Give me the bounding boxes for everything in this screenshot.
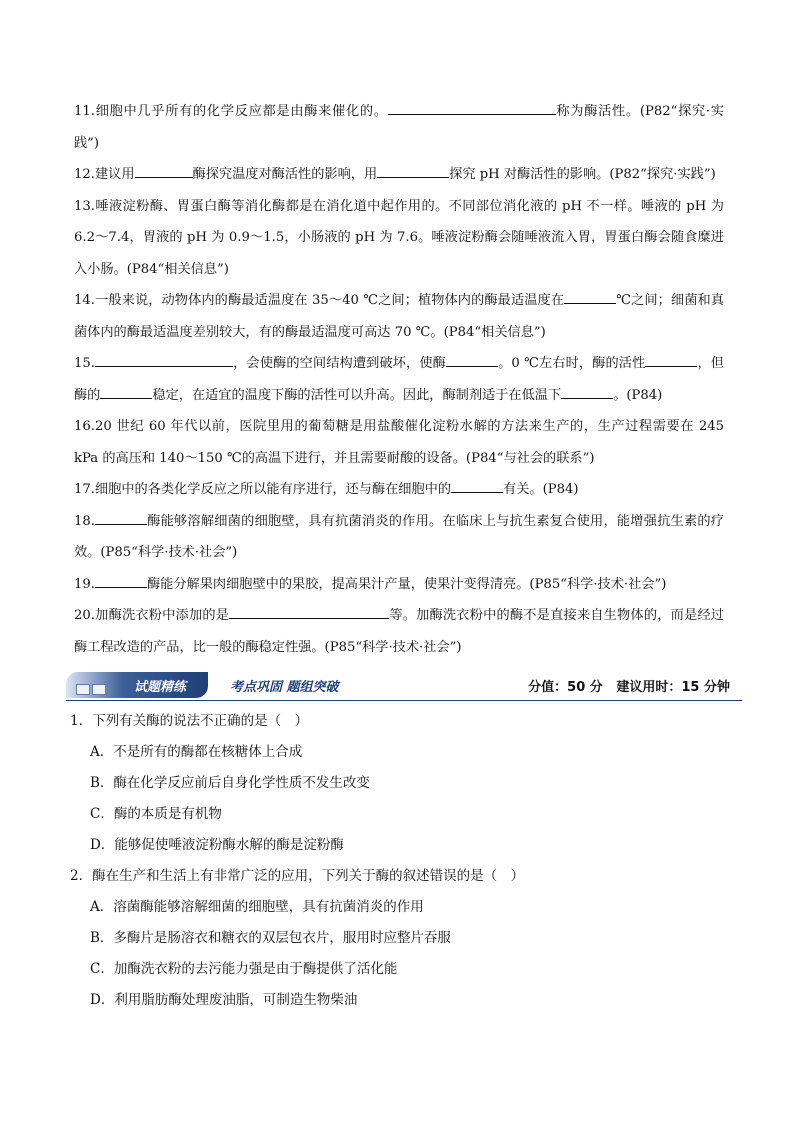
section-subtitle: 考点巩固 题组突破 xyxy=(230,680,339,695)
fill-item-text: 称为酶活性。(P82“探究·实践”) xyxy=(74,104,724,151)
answer-blank[interactable] xyxy=(564,290,616,304)
fill-item-text: ，会使酶的空间结构遭到破坏，使酶 xyxy=(232,356,446,371)
fill-item-text: 16.20 世纪 60 年代以前，医院里用的葡萄糖是用盐酸催化淀粉水解的方法来生产的，生产过程需要在 245 kPa 的高压和 140～150 ℃的高温下进行，并且需要耐酸的设备。(P84“与社会的联系”) xyxy=(74,419,724,466)
fill-item-text: 19. xyxy=(74,576,95,592)
answer-blank[interactable] xyxy=(645,353,697,367)
fill-item-text: ，但酶的 xyxy=(74,356,724,403)
fill-item-20 xyxy=(74,600,724,663)
fill-item-text: 。(P84) xyxy=(613,387,663,403)
answer-blank[interactable] xyxy=(451,479,503,493)
book-icon xyxy=(76,680,108,699)
fill-item-16 xyxy=(74,411,724,474)
fill-item-text: ℃之间；细菌和真菌体内的酶最适温度差别较大，有的酶最适温度可高达 70 ℃。(P84“相关信息”) xyxy=(74,293,724,340)
fill-item-text: 17.细胞中的各类化学反应之所以能有序进行，还与酶在细胞中的 xyxy=(74,482,452,497)
question-option: A．溶菌酶能够溶解细菌的细胞壁，具有抗菌消炎的作用 xyxy=(90,899,424,915)
question-option: C．酶的本质是有机物 xyxy=(90,806,222,822)
answer-blank[interactable] xyxy=(95,574,147,588)
answer-blank[interactable] xyxy=(135,164,193,178)
answer-blank[interactable] xyxy=(95,511,147,525)
fill-item-12 xyxy=(74,159,724,191)
question-option: B．酶在化学反应前后自身化学性质不发生改变 xyxy=(90,775,370,791)
fill-item-text: 酶探究温度对酶活性的影响，用 xyxy=(192,167,378,182)
answer-blank[interactable] xyxy=(561,385,613,399)
fill-item-15 xyxy=(74,348,724,411)
answer-blank[interactable] xyxy=(95,353,233,367)
fill-item-text: 酶能够溶解细菌的细胞壁，具有抗菌消炎的作用。在临床上与抗生素复合使用，能增强抗生素的疗效。(P85“科学·技术·社会”) xyxy=(74,513,724,560)
fill-item-13 xyxy=(74,191,724,286)
section-rule xyxy=(66,700,742,701)
question-list xyxy=(70,706,730,1016)
fill-item-text: 14.一般来说，动物体内的酶最适温度在 35～40 ℃之间；植物体内的酶最适温度在 xyxy=(74,293,565,308)
question-stem: 1．下列有关酶的说法不正确的是（ ） xyxy=(70,713,309,729)
fill-item-text: 11.细胞中几乎所有的化学反应都是由酶来催化的。 xyxy=(74,104,388,119)
question-option: D．能够促使唾液淀粉酶水解的酶是淀粉酶 xyxy=(90,837,344,853)
question-option: A．不是所有的酶都在核糖体上合成 xyxy=(90,744,303,760)
fill-item-text: 15. xyxy=(74,356,95,371)
fill-item-18 xyxy=(74,506,724,569)
fill-item-text: 13.唾液淀粉酶、胃蛋白酶等消化酶都是在消化道中起作用的。不同部位消化液的 pH 不一样。唾液的 pH 为 6.2～7.4，胃液的 pH 为 0.9～1.5，小肠液的 pH 为 7.6。唾液淀粉酶会随唾液流入胃，胃蛋白酶会随食糜进入小肠。(P84“相关信息”) xyxy=(74,198,724,277)
fill-item-text: 有关。(P84) xyxy=(503,482,579,497)
fill-item-19 xyxy=(74,569,724,601)
fill-item-text: 等。加酶洗衣粉中的酶不是直接来自生物体的，而是经过酶工程改造的产品，比一般的酶稳定性强。(P85“科学·技术·社会”) xyxy=(74,608,724,655)
fill-item-text: 酶能分解果肉细胞壁中的果胶，提高果汁产量，使果汁变得清亮。(P85“科学·技术·社会”) xyxy=(146,576,667,592)
answer-blank[interactable] xyxy=(100,385,152,399)
fill-item-text: 稳定，在适宜的温度下酶的活性可以升高。因此，酶制剂适于在低温下 xyxy=(152,387,562,403)
answer-blank[interactable] xyxy=(377,164,449,178)
fill-item-text: 探究 pH 对酶活性的影响。(P82“探究·实践”) xyxy=(449,167,716,182)
fill-item-14 xyxy=(74,285,724,348)
fill-item-11 xyxy=(74,96,724,159)
section-tab xyxy=(66,672,208,698)
answer-blank[interactable] xyxy=(388,101,556,115)
time-text: 建议用时：15 分钟 xyxy=(616,680,730,695)
section-tab-label: 试题精练 xyxy=(134,680,187,695)
question-option: D．利用脂肪酶处理废油脂，可制造生物柴油 xyxy=(90,992,358,1008)
answer-blank[interactable] xyxy=(446,353,498,367)
question-stem: 2．酶在生产和生活上有非常广泛的应用，下列关于酶的叙述错误的是（ ） xyxy=(70,868,525,884)
fill-in-items xyxy=(74,96,724,663)
section-meta xyxy=(528,676,730,695)
question-option: C．加酶洗衣粉的去污能力强是由于酶提供了活化能 xyxy=(90,961,398,977)
answer-blank[interactable] xyxy=(229,605,389,619)
fill-item-text: 20.加酶洗衣粉中添加的是 xyxy=(74,608,230,623)
fill-item-text: 12.建议用 xyxy=(74,167,135,182)
fill-item-text: 。0 ℃左右时，酶的活性 xyxy=(497,356,646,371)
fill-item-17 xyxy=(74,474,724,506)
score-text: 分值：50 分 xyxy=(528,680,603,695)
question-option: B．多酶片是肠溶衣和糖衣的双层包衣片，服用时应整片吞服 xyxy=(90,930,451,946)
section-banner xyxy=(66,670,742,702)
fill-item-text: 18. xyxy=(74,513,95,529)
